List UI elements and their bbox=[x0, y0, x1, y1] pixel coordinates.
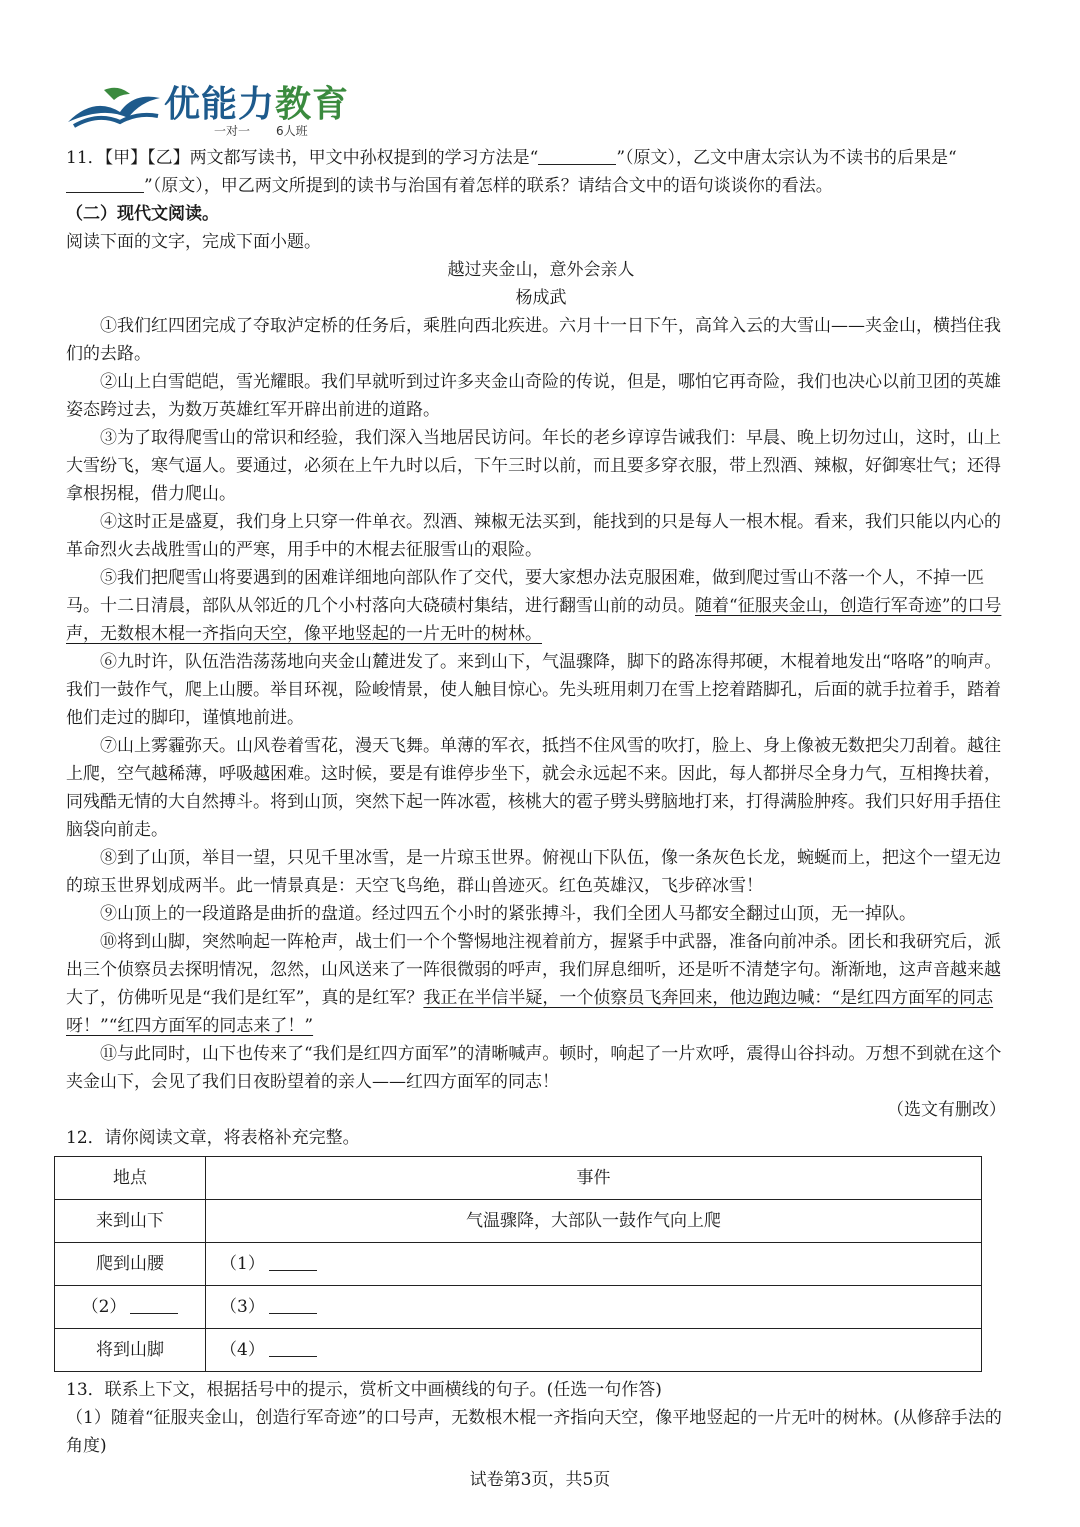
logo-title: 优能力教育 bbox=[164, 84, 350, 125]
question-13-item-1: （1）随着“征服夹金山，创造行军奇迹”的口号声，无数根木棍一齐指向天空，像平地竖起的一片无叶的树林。(从修辞手法的角度) bbox=[66, 1408, 1002, 1456]
page-footer: 试卷第3页，共5页 bbox=[469, 1470, 611, 1490]
place-cell: 将到山脚 bbox=[55, 1329, 206, 1372]
paragraph-3: ③为了取得爬雪山的常识和经验，我们深入当地居民访问。年长的老乡谆谆告诫我们：早晨、晚上切勿过山，这时，山上大雪纷飞，寒气逼人。要通过，必须在上午九时以后，下午三时以前，而且要多穿衣服，带上烈酒、辣椒，好御寒壮气；还得拿根拐棍，借力爬山。 bbox=[66, 428, 1001, 504]
answer-blank[interactable] bbox=[269, 1295, 317, 1314]
place-cell: 来到山下 bbox=[55, 1200, 206, 1243]
place-cell[interactable]: （2） bbox=[55, 1286, 206, 1329]
question-11: 11．【甲】【乙】两文都写读书，甲文中孙权提到的学习方法是“ ”（原文），乙文中唐太宗认为不读书的后果是“”（原文），甲乙两文所提到的读书与治国有着怎样的联系？请结合文中的语句谈谈你的看法。 bbox=[66, 148, 957, 196]
table-row bbox=[55, 1200, 982, 1243]
table-header-row bbox=[55, 1157, 982, 1200]
answer-blank[interactable] bbox=[269, 1338, 317, 1357]
header-place: 地点 bbox=[55, 1157, 206, 1200]
event-cell: 气温骤降，大部队一鼓作气向上爬 bbox=[206, 1200, 982, 1243]
paragraph-11: ⑪与此同时，山下也传来了“我们是红四方面军”的清晰喊声。顿时，响起了一片欢呼，震得山谷抖动。万想不到就在这个夹金山下，会见了我们日夜盼望着的亲人——红四方面军的同志！ bbox=[66, 1044, 1002, 1092]
underlined-sentence-1: 随着“征服夹金山，创造行军奇迹”的口号声，无数根木棍一齐指向天空，像平地竖起的一片无叶的树林。 bbox=[66, 596, 1002, 644]
question-13: 13．联系上下文，根据括号中的提示，赏析文中画横线的句子。(任选一句作答) bbox=[66, 1380, 662, 1400]
logo bbox=[64, 78, 364, 144]
place-cell: 爬到山腰 bbox=[55, 1243, 206, 1286]
source-note: （选文有删改） bbox=[887, 1100, 1006, 1120]
instruction: 阅读下面的文字，完成下面小题。 bbox=[66, 232, 321, 252]
paragraph-5: ⑤我们把爬雪山将要遇到的困难详细地向部队作了交代，要大家想办法克服困难，做到爬过雪山不落一个人，不掉一匹马。十二日清晨，部队从邻近的几个小村落向大硗碛村集结，进行翻雪山前的动员。随着“征服夹金山，创造行军奇迹”的口号声，无数根木棍一齐指向天空，像平地竖起的一片无叶的树林。 bbox=[66, 568, 1002, 644]
table-row bbox=[55, 1329, 982, 1372]
paragraph-6: ⑥九时许，队伍浩浩荡荡地向夹金山麓进发了。来到山下，气温骤降，脚下的路冻得邦硬，木棍着地发出“咯咯”的响声。我们一鼓作气，爬上山腰。举目环视，险峻情景，使人触目惊心。先头班用刺刀在雪上挖着踏脚孔，后面的就手拉着手，踏着他们走过的脚印，谨慎地前进。 bbox=[66, 652, 1002, 728]
underlined-sentence-2: 我正在半信半疑，一个侦察员飞奔回来，他边跑边喊：“是红四方面军的同志呀！”“红四方面军的同志来了！” bbox=[66, 988, 994, 1036]
event-cell[interactable]: （1） bbox=[206, 1243, 982, 1286]
exam-page-content bbox=[66, 144, 1016, 1460]
answer-blank[interactable] bbox=[66, 174, 144, 193]
paragraph-7: ⑦山上雾霾弥天。山风卷着雪花，漫天飞舞。单薄的军衣，抵挡不住风雪的吹打，脸上、身上像被无数把尖刀刮着。越往上爬，空气越稀薄，呼吸越困难。这时候，要是有谁停步坐下，就会永远起不来。因此，每人都拼尽全身力气，互相搀扶着，同残酷无情的大自然搏斗。将到山顶，突然下起一阵冰雹，核桃大的雹子劈头劈脑地打来，打得满脸肿疼。我们只好用手捂住脑袋向前走。 bbox=[66, 736, 1001, 840]
article-title: 越过夹金山，意外会亲人 bbox=[447, 260, 635, 280]
paragraph-9: ⑨山顶上的一段道路是曲折的盘道。经过四五个小时的紧张搏斗，我们全团人马都安全翻过山顶，无一掉队。 bbox=[100, 904, 916, 924]
answer-blank[interactable] bbox=[538, 146, 616, 165]
logo-subtitle: 一对一 6人班 bbox=[214, 124, 308, 138]
answer-blank[interactable] bbox=[130, 1295, 178, 1314]
event-cell[interactable]: （4） bbox=[206, 1329, 982, 1372]
answer-blank[interactable] bbox=[269, 1252, 317, 1271]
paragraph-10: ⑩将到山脚，突然响起一阵枪声，战士们一个个警惕地注视着前方，握紧手中武器，准备向前冲杀。团长和我研究后，派出三个侦察员去探明情况，忽然，山风送来了一阵很微弱的呼声，我们屏息细听，还是听不清楚字句。渐渐地，这声音越来越大了，仿佛听见是“我们是红军”，真的是红军？我正在半信半疑，一个侦察员飞奔回来，他边跑边喊：“是红四方面军的同志呀！”“红四方面军的同志来了！” bbox=[66, 932, 1001, 1036]
paragraph-1: ①我们红四团完成了夺取泸定桥的任务后，乘胜向西北疾进。六月十一日下午，高耸入云的大雪山——夹金山，横挡住我们的去路。 bbox=[66, 316, 1001, 364]
table-row bbox=[55, 1286, 982, 1329]
section-heading: （二）现代文阅读。 bbox=[66, 204, 219, 224]
table-row bbox=[55, 1243, 982, 1286]
paragraph-8: ⑧到了山顶，举目一望，只见千里冰雪，是一片琼玉世界。俯视山下队伍，像一条灰色长龙，蜿蜒而上，把这个一望无边的琼玉世界划成两半。此一情景真是：天空飞鸟绝，群山兽迹灭。红色英雄汉，飞步碎冰雪！ bbox=[66, 848, 1001, 896]
book-bird-icon bbox=[64, 82, 164, 132]
events-table bbox=[54, 1156, 982, 1372]
paragraph-4: ④这时正是盛夏，我们身上只穿一件单衣。烈酒、辣椒无法买到，能找到的只是每人一根木棍。看来，我们只能以内心的革命烈火去战胜雪山的严寒，用手中的木棍去征服雪山的艰险。 bbox=[66, 512, 1001, 560]
article-author: 杨成武 bbox=[515, 288, 567, 308]
paragraph-2: ②山上白雪皑皑，雪光耀眼。我们早就听到过许多夹金山奇险的传说，但是，哪怕它再奇险，我们也决心以前卫团的英雄姿态跨过去，为数万英雄红军开辟出前进的道路。 bbox=[66, 372, 1001, 420]
question-12: 12．请你阅读文章，将表格补充完整。 bbox=[66, 1128, 360, 1148]
header-event: 事件 bbox=[206, 1157, 982, 1200]
event-cell[interactable]: （3） bbox=[206, 1286, 982, 1329]
